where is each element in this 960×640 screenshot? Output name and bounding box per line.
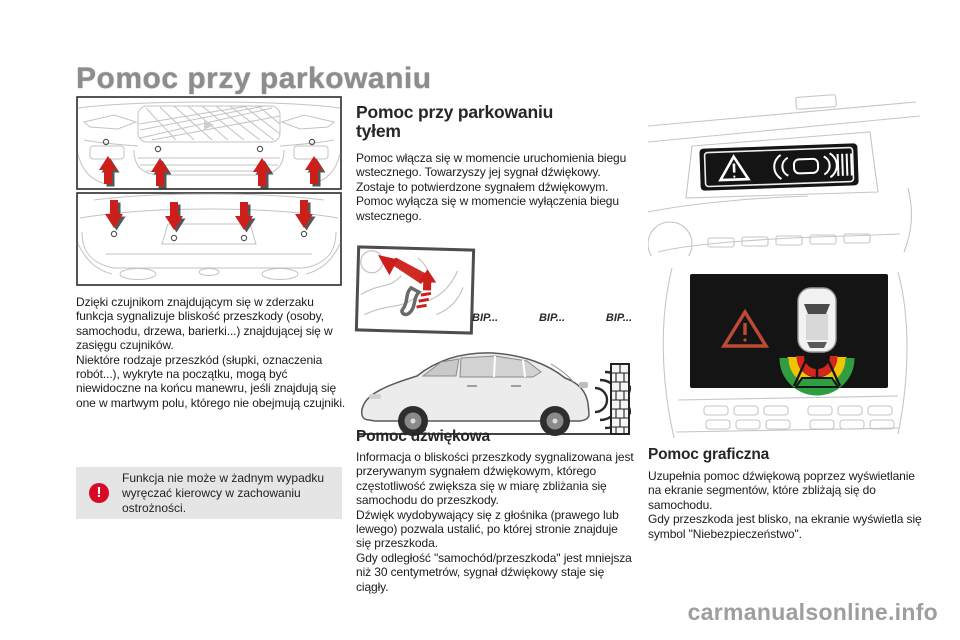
graphic-assist-screen: [690, 274, 888, 391]
rear-parking-scene-figure: [355, 330, 631, 442]
section-heading-rear-parking: Pomoc przy parkowaniu tyłem: [356, 102, 554, 141]
bip-label: BIP...: [472, 312, 499, 324]
display-screen: [699, 143, 858, 190]
car-side-view: [362, 353, 589, 436]
graphic-p1: Uzupełnia pomoc dźwiękową poprzez wyświetlanie na ekranie segmentów, które zbliżają się do samochodu.: [648, 469, 915, 512]
section-heading-audio: Pomoc dźwiękowa: [356, 428, 490, 445]
rear-parking-p3: Pomoc wyłącza się w momencie wyłączenia biegu wstecznego.: [356, 194, 619, 223]
reverse-gear-figure: [355, 245, 475, 334]
graphic-assist-screen-illustration: [648, 266, 920, 442]
bip-sounds-row: [472, 312, 632, 324]
section-heading-graphic: Pomoc graficzna: [648, 446, 770, 463]
caution-note-text: Funkcja nie może w żadnym wypadku wyręczać kierowcy w zachowaniu ostrożności.: [122, 470, 325, 515]
rear-parking-p1: Pomoc włącza się w momencie uruchomienia biegu wstecznego. Towarzyszy jej sygnał dźwiękowy.: [356, 151, 627, 180]
instrument-display-figure: [648, 92, 920, 256]
audio-p3: Gdy odległość "samochód/przeszkoda" jest mniejsza niż 30 centymetrów, sygnał dźwiękowy staje się ciągły.: [356, 550, 632, 594]
reverse-gear-illustration: [358, 248, 466, 325]
sensors-description: [76, 295, 346, 410]
warning-exclamation-icon: !: [89, 483, 109, 503]
bip-label: BIP...: [605, 312, 632, 324]
page-title: Pomoc przy parkowaniu: [76, 62, 432, 95]
dashboard-display-illustration: [648, 92, 920, 256]
taillight: [579, 382, 588, 388]
graphic-description: [648, 469, 924, 541]
rear-parking-description: [356, 151, 630, 223]
front-bumper-panel: [77, 97, 341, 189]
audio-description: [356, 450, 634, 594]
bip-label: BIP...: [538, 312, 566, 324]
car-top-view-icon: [798, 288, 836, 352]
audio-p2: Dźwięk wydobywający się z głośnika (prawego lub lewego) pozwala ustalić, po której stronie znajduje się przeszkoda.: [356, 507, 619, 551]
watermark: carmanualsonline.info: [687, 599, 938, 625]
brick-wall: [611, 364, 629, 434]
graphic-p2: Gdy przeszkoda jest blisko, na ekranie wyświetla się symbol "Niebezpieczeństwo".: [648, 512, 922, 541]
front-rear-bumper-illustration: [76, 96, 342, 286]
sensors-description-p1: Dzięki czujnikom znajdującym się w zderzaku funkcja sygnalizuje bliskość przeszkody (osoby, samochodu, drzewa, barierki...) znajdującej się w zasięgu czujników.: [76, 295, 333, 353]
rear-parking-p2: Zostaje to potwierdzone sygnałem dźwiękowym.: [356, 179, 609, 194]
car-reversing-illustration: [355, 330, 631, 442]
bumper-sensors-figure: [76, 96, 342, 286]
parking-screen-figure: [648, 266, 920, 442]
caution-note: [76, 467, 342, 519]
audio-p1: Informacja o bliskości przeszkody sygnalizowana jest przerywanym sygnałem dźwiękowym, którego częstotliwość zwiększa się w miarę zbliżania się samochodu do przeszkody.: [356, 450, 634, 508]
sensors-description-p2: Niektóre rodzaje przeszkód (słupki, oznaczenia robót...), wykryte na początku, mogą być niewidoczne na końcu manewru, jeśli znajdują się one w martwym polu, którego nie obejmują czujniki.: [76, 352, 346, 410]
rear-bumper-panel: [77, 193, 341, 285]
